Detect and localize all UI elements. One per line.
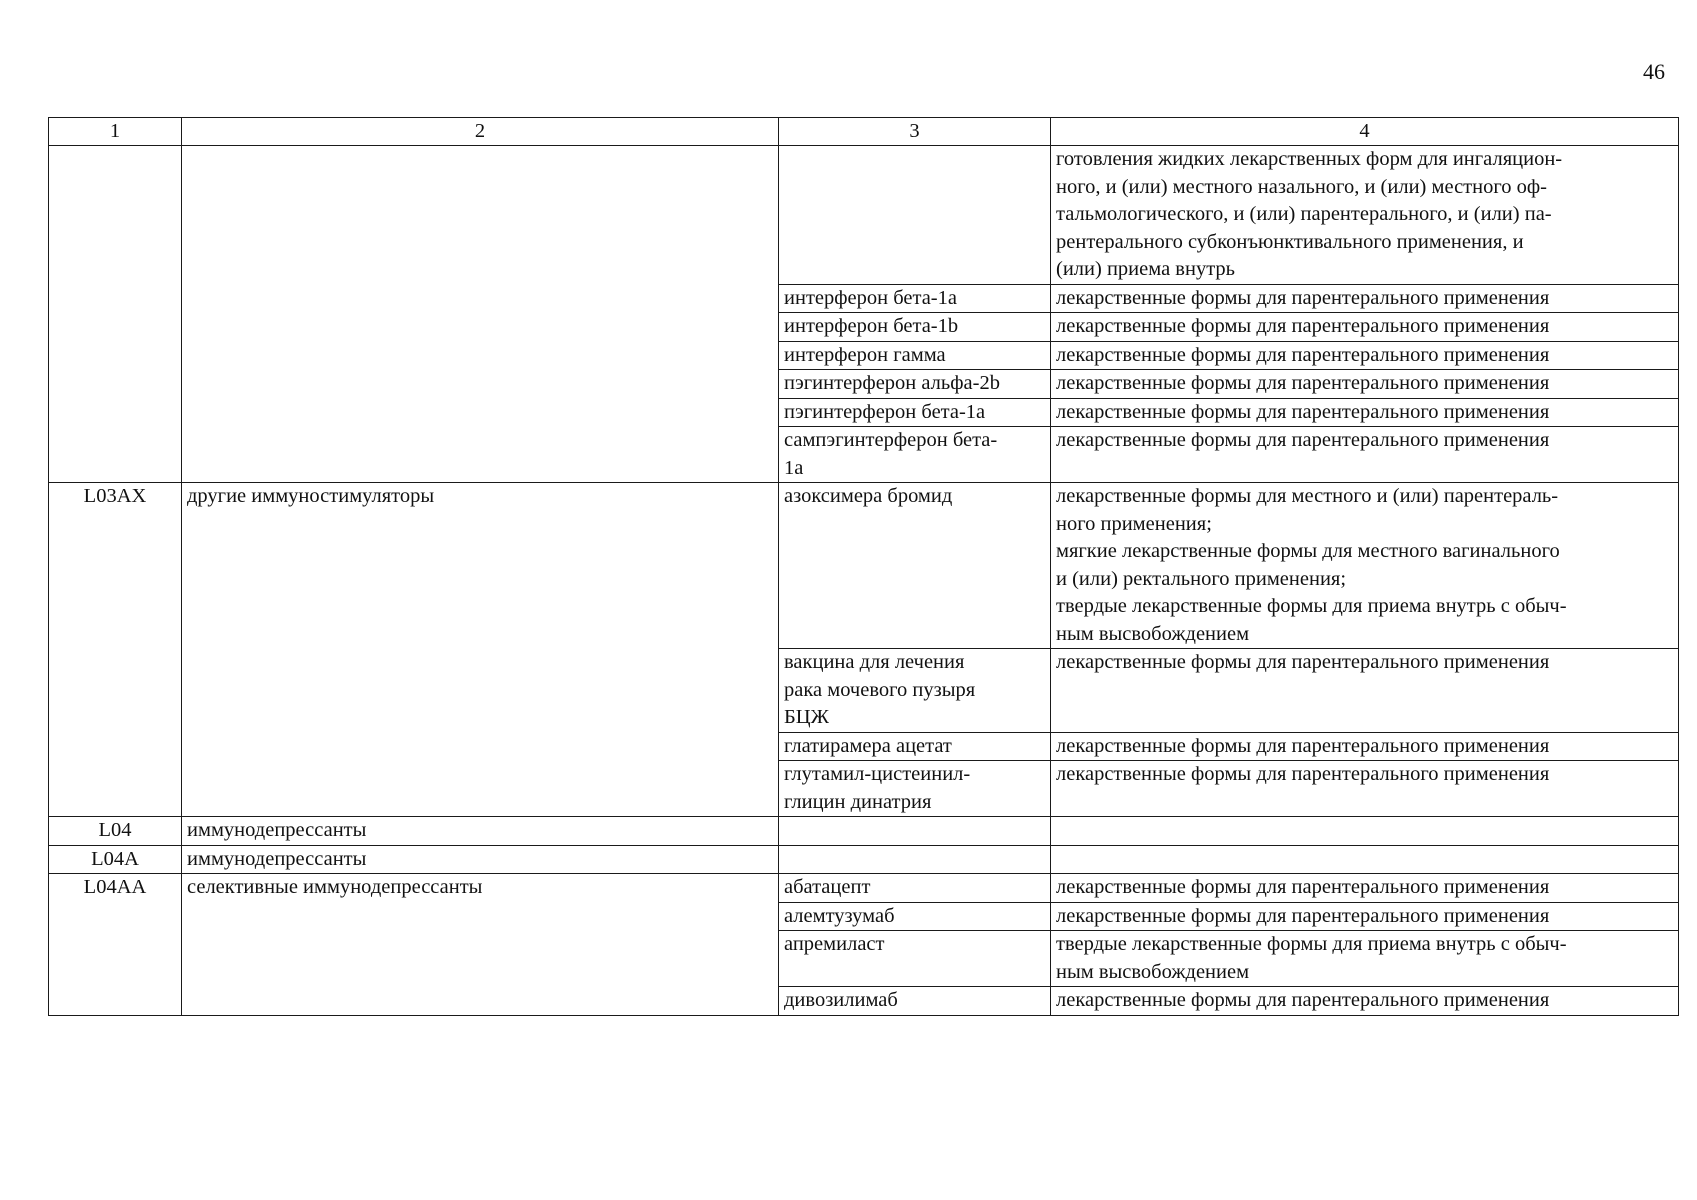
- drug-name-cell: алемтузумаб: [779, 902, 1051, 931]
- drug-name-cell: азоксимера бромид: [779, 483, 1051, 649]
- dosage-form-cell: лекарственные формы для парентерального применения: [1051, 902, 1679, 931]
- drug-name-cell: дивозилимаб: [779, 987, 1051, 1016]
- table-row: [49, 483, 1679, 649]
- drug-name-cell: вакцина для лечения рака мочевого пузыря БЦЖ: [779, 649, 1051, 733]
- table-row: [49, 817, 1679, 846]
- drug-name-cell: [779, 146, 1051, 285]
- drug-name-cell: глутамил-цистеинил- глицин динатрия: [779, 761, 1051, 817]
- code-cell: L03AX: [49, 483, 182, 817]
- dosage-form-cell: готовления жидких лекарственных форм для ингаляцион- ного, и (или) местного назального, и (или) местного оф- тальмологического, и (или) парентерального, и (или) па- рентерального субконъюнктивального применения, и (или) приема внутрь: [1051, 146, 1679, 285]
- code-cell: L04A: [49, 845, 182, 874]
- drug-name-cell: интерферон гамма: [779, 341, 1051, 370]
- group-cell: [182, 146, 779, 483]
- code-cell: [49, 146, 182, 483]
- dosage-form-cell: лекарственные формы для парентерального применения: [1051, 284, 1679, 313]
- group-cell: селективные иммунодепрессанты: [182, 874, 779, 1016]
- dosage-form-cell: твердые лекарственные формы для приема внутрь с обыч- ным высвобождением: [1051, 931, 1679, 987]
- dosage-form-cell: [1051, 817, 1679, 846]
- dosage-form-cell: лекарственные формы для парентерального применения: [1051, 341, 1679, 370]
- drug-name-cell: пэгинтерферон бета-1a: [779, 398, 1051, 427]
- dosage-form-cell: лекарственные формы для парентерального применения: [1051, 370, 1679, 399]
- column-header-3: 3: [779, 118, 1051, 146]
- drug-name-cell: пэгинтерферон альфа-2b: [779, 370, 1051, 399]
- dosage-form-cell: лекарственные формы для парентерального применения: [1051, 761, 1679, 817]
- page-number: 46: [1643, 59, 1665, 84]
- drug-name-cell: абатацепт: [779, 874, 1051, 903]
- group-cell: другие иммуностимуляторы: [182, 483, 779, 817]
- drug-name-cell: [779, 817, 1051, 846]
- dosage-form-cell: лекарственные формы для парентерального применения: [1051, 987, 1679, 1016]
- drug-name-cell: апремиласт: [779, 931, 1051, 987]
- drug-table: [48, 117, 1679, 1016]
- dosage-form-cell: [1051, 845, 1679, 874]
- group-cell: иммунодепрессанты: [182, 845, 779, 874]
- drug-name-cell: интерферон бета-1b: [779, 313, 1051, 342]
- dosage-form-cell: лекарственные формы для парентерального применения: [1051, 649, 1679, 733]
- drug-name-cell: сампэгинтерферон бета- 1a: [779, 427, 1051, 483]
- column-header-4: 4: [1051, 118, 1679, 146]
- dosage-form-cell: лекарственные формы для парентерального применения: [1051, 874, 1679, 903]
- drug-name-cell: интерферон бета-1a: [779, 284, 1051, 313]
- dosage-form-cell: лекарственные формы для парентерального применения: [1051, 398, 1679, 427]
- dosage-form-cell: лекарственные формы для местного и (или) парентераль- ного применения; мягкие лекарственные формы для местного вагинального и (или) ректального применения; твердые лекарственные формы для приема внутрь с обыч- ным высвобождением: [1051, 483, 1679, 649]
- table-row: [49, 845, 1679, 874]
- table-header-row: [49, 118, 1679, 146]
- dosage-form-cell: лекарственные формы для парентерального применения: [1051, 732, 1679, 761]
- column-header-2: 2: [182, 118, 779, 146]
- column-header-1: 1: [49, 118, 182, 146]
- dosage-form-cell: лекарственные формы для парентерального применения: [1051, 427, 1679, 483]
- drug-name-cell: глатирамера ацетат: [779, 732, 1051, 761]
- group-cell: иммунодепрессанты: [182, 817, 779, 846]
- code-cell: L04: [49, 817, 182, 846]
- code-cell: L04AA: [49, 874, 182, 1016]
- dosage-form-cell: лекарственные формы для парентерального применения: [1051, 313, 1679, 342]
- table-row: [49, 874, 1679, 903]
- table-row: [49, 146, 1679, 285]
- drug-name-cell: [779, 845, 1051, 874]
